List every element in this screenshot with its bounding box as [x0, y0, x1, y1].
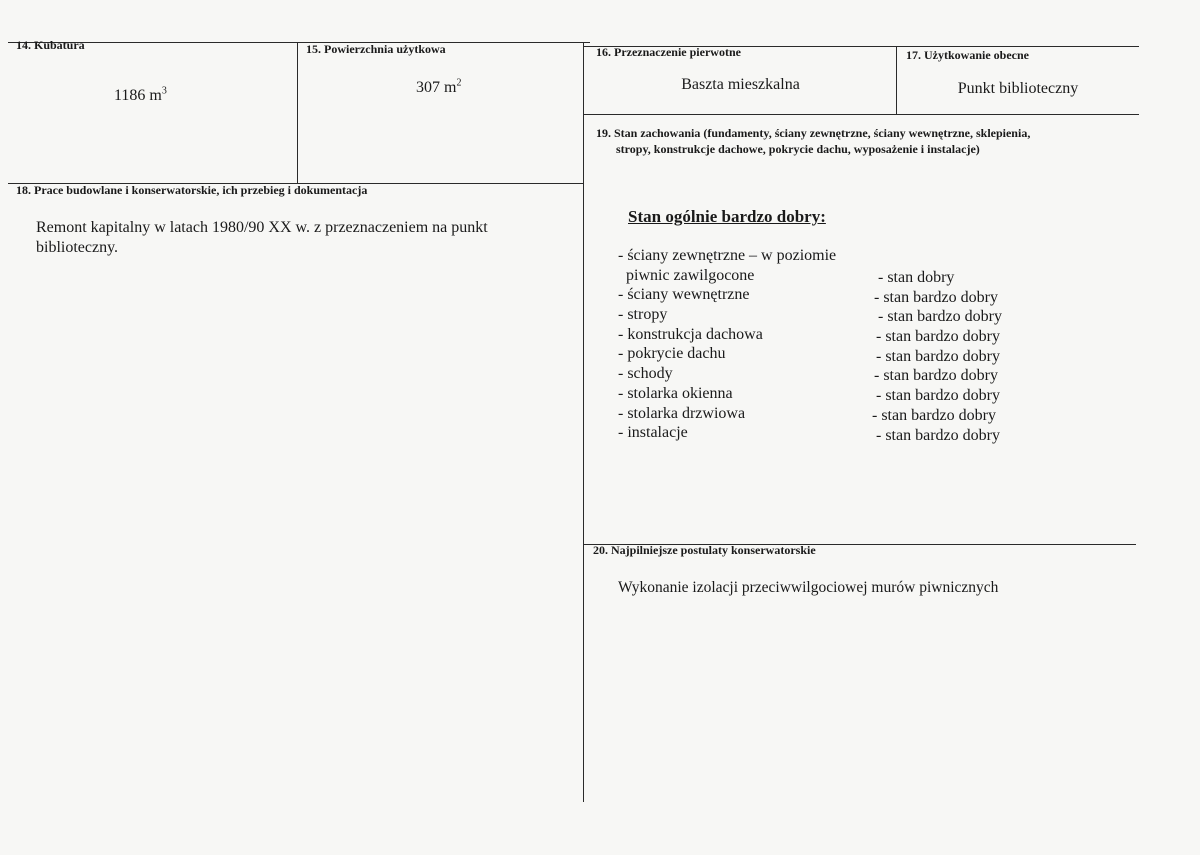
condition-item: - instalacje: [618, 424, 688, 442]
condition-status: - stan bardzo dobry: [872, 406, 996, 424]
stan-zachowania-label-line: stropy, konstrukcje dachowe, pokrycie dachu, wyposażenie i instalacje): [616, 142, 980, 156]
condition-item: piwnic zawilgocone: [626, 266, 755, 284]
top-rule: [8, 42, 590, 43]
condition-status: - stan bardzo dobry: [876, 387, 1000, 405]
condition-status: - stan dobry: [878, 269, 955, 286]
condition-status: - stan bardzo dobry: [876, 347, 1000, 365]
postulaty-label: 20. Najpilniejsze postulaty konserwatorskie: [593, 543, 816, 557]
condition-status: - stan bardzo dobry: [876, 328, 1000, 346]
przeznaczenie-value: Baszta mieszkalna: [681, 76, 800, 93]
stan-zachowania-label-line: 19. Stan zachowania (fundamenty, ściany zewnętrzne, ściany wewnętrzne, sklepienia,: [596, 126, 1031, 140]
condition-status: - stan bardzo dobry: [874, 288, 998, 306]
powierzchnia-exponent: 2: [456, 77, 462, 89]
condition-status: - stan bardzo dobry: [876, 426, 1000, 444]
condition-items: [618, 246, 836, 443]
condition-status: - stan bardzo dobry: [878, 308, 1002, 326]
condition-item: - stropy: [618, 306, 668, 324]
postulaty-value: Wykonanie izolacji przeciwwilgociowej murów piwnicznych: [618, 579, 999, 596]
stan-ogolny-heading: Stan ogólnie bardzo dobry:: [628, 207, 826, 226]
rule-under-16-17: [583, 114, 1139, 115]
prace-line: Remont kapitalny w latach 1980/90 XX w. z przeznaczeniem na punkt: [36, 219, 488, 236]
main-divider: [583, 42, 584, 802]
prace-label: 18. Prace budowlane i konserwatorskie, ich przebieg i dokumentacja: [16, 183, 368, 197]
condition-statuses: [874, 268, 1002, 445]
condition-item: - pokrycie dachu: [618, 345, 726, 363]
uzytkowanie-label: 17. Użytkowanie obecne: [906, 48, 1029, 62]
prace-text: [36, 218, 488, 258]
condition-status: - stan bardzo dobry: [874, 367, 998, 385]
kubatura-label: 14. Kubatura: [16, 38, 85, 52]
kubatura-value: [114, 86, 167, 106]
condition-item: - stolarka drzwiowa: [618, 404, 746, 422]
condition-item: - stolarka okienna: [618, 384, 733, 402]
divider-16-17: [896, 46, 897, 114]
powierzchnia-label: 15. Powierzchnia użytkowa: [306, 42, 446, 56]
uzytkowanie-value: Punkt biblioteczny: [957, 80, 1079, 97]
divider-14-15: [297, 42, 298, 184]
powierzchnia-number: 307 m: [416, 79, 457, 96]
condition-item: - konstrukcja dachowa: [618, 325, 763, 343]
condition-item: - schody: [618, 365, 673, 383]
kubatura-number: 1186 m: [114, 87, 162, 104]
kubatura-exponent: 3: [161, 85, 167, 97]
condition-item: - ściany zewnętrzne – w poziomie: [618, 247, 837, 264]
przeznaczenie-label: 16. Przeznaczenie pierwotne: [596, 45, 741, 59]
condition-item: - ściany wewnętrzne: [618, 286, 750, 304]
stan-zachowania-label: [596, 125, 1030, 157]
prace-line: biblioteczny.: [36, 239, 119, 256]
powierzchnia-value: [416, 78, 461, 98]
